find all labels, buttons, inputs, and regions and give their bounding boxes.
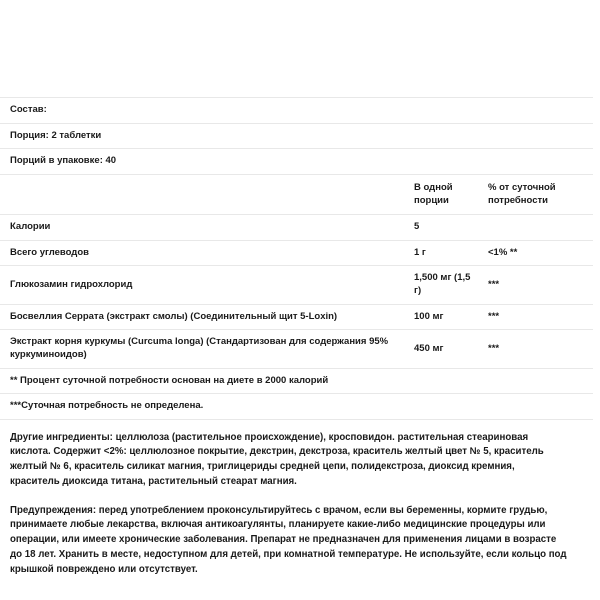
nutrient-amount: 1 г xyxy=(404,240,478,266)
table-row xyxy=(0,215,593,241)
nutrient-name: Босвеллия Серрата (экстракт смолы) (Соединительный щит 5-Loxin) xyxy=(0,304,404,330)
nutrient-daily-value: <1% ** xyxy=(478,240,593,266)
composition-heading: Состав: xyxy=(0,98,593,124)
other-ingredients-paragraph: Другие ингредиенты: целлюлоза (растительное происхождение), кросповидон. растительная стеариновая кислота. Содержит <2%: целлюлозное покрытие, декстрин, декстроза, краситель желтый цвет № 5, краситель желтый № 6, краситель силикат магния, триглицериды средней цепи, полидекстроза, диоксид кремния, краситель диоксида титана, растительный стеарат магния. xyxy=(10,431,544,487)
table-row-serving-size xyxy=(0,123,593,149)
supplement-facts-label xyxy=(0,97,593,577)
nutrient-name: Калории xyxy=(0,215,404,241)
table-row xyxy=(0,330,593,368)
servings-per-container-text: Порций в упаковке: 40 xyxy=(0,149,593,175)
nutrient-daily-value: *** xyxy=(478,304,593,330)
supplement-facts-table xyxy=(0,97,593,420)
table-row-composition xyxy=(0,98,593,124)
table-row xyxy=(0,266,593,304)
nutrient-daily-value: *** xyxy=(478,266,593,304)
table-row xyxy=(0,304,593,330)
table-row-servings-per-container xyxy=(0,149,593,175)
nutrient-daily-value: *** xyxy=(478,330,593,368)
table-row xyxy=(0,240,593,266)
column-header-name xyxy=(0,174,404,214)
nutrient-amount: 1,500 мг (1,5 г) xyxy=(404,266,478,304)
nutrient-amount: 450 мг xyxy=(404,330,478,368)
nutrient-name: Всего углеводов xyxy=(0,240,404,266)
nutrient-amount: 5 xyxy=(404,215,478,241)
column-header-amount-per-serving: В одной порции xyxy=(404,174,478,214)
serving-size-text: Порция: 2 таблетки xyxy=(0,123,593,149)
warnings-paragraph: Предупреждения: перед употреблением проконсультируйтесь с врачом, если вы беременны, кормите грудью, принимаете любые лекарства, включая антикоагулянты, планируете какие-либо медицинские процедуры или операции, или имеете хронические заболевания. Препарат не предназначен для применения лицами в возрасте до 18 лет. Хранить в месте, недоступном для детей, при комнатной температуре. Не используйте, если кольцо под крышкой повреждено или отсутствует. xyxy=(10,504,567,575)
footnote-daily-value-basis: ** Процент суточной потребности основан на диете в 2000 калорий xyxy=(0,368,593,394)
nutrient-daily-value xyxy=(478,215,593,241)
nutrient-name: Экстракт корня куркумы (Curcuma longa) (Стандартизован для содержания 95% куркуминоидов) xyxy=(0,330,404,368)
table-row-footnote xyxy=(0,394,593,420)
nutrient-amount: 100 мг xyxy=(404,304,478,330)
table-header-row xyxy=(0,174,593,214)
column-header-percent-daily-value: % от суточной потребности xyxy=(478,174,593,214)
nutrient-name: Глюкозамин гидрохлорид xyxy=(0,266,404,304)
footnote-daily-value-not-established: ***Суточная потребность не определена. xyxy=(0,394,593,420)
table-row-footnote xyxy=(0,368,593,394)
